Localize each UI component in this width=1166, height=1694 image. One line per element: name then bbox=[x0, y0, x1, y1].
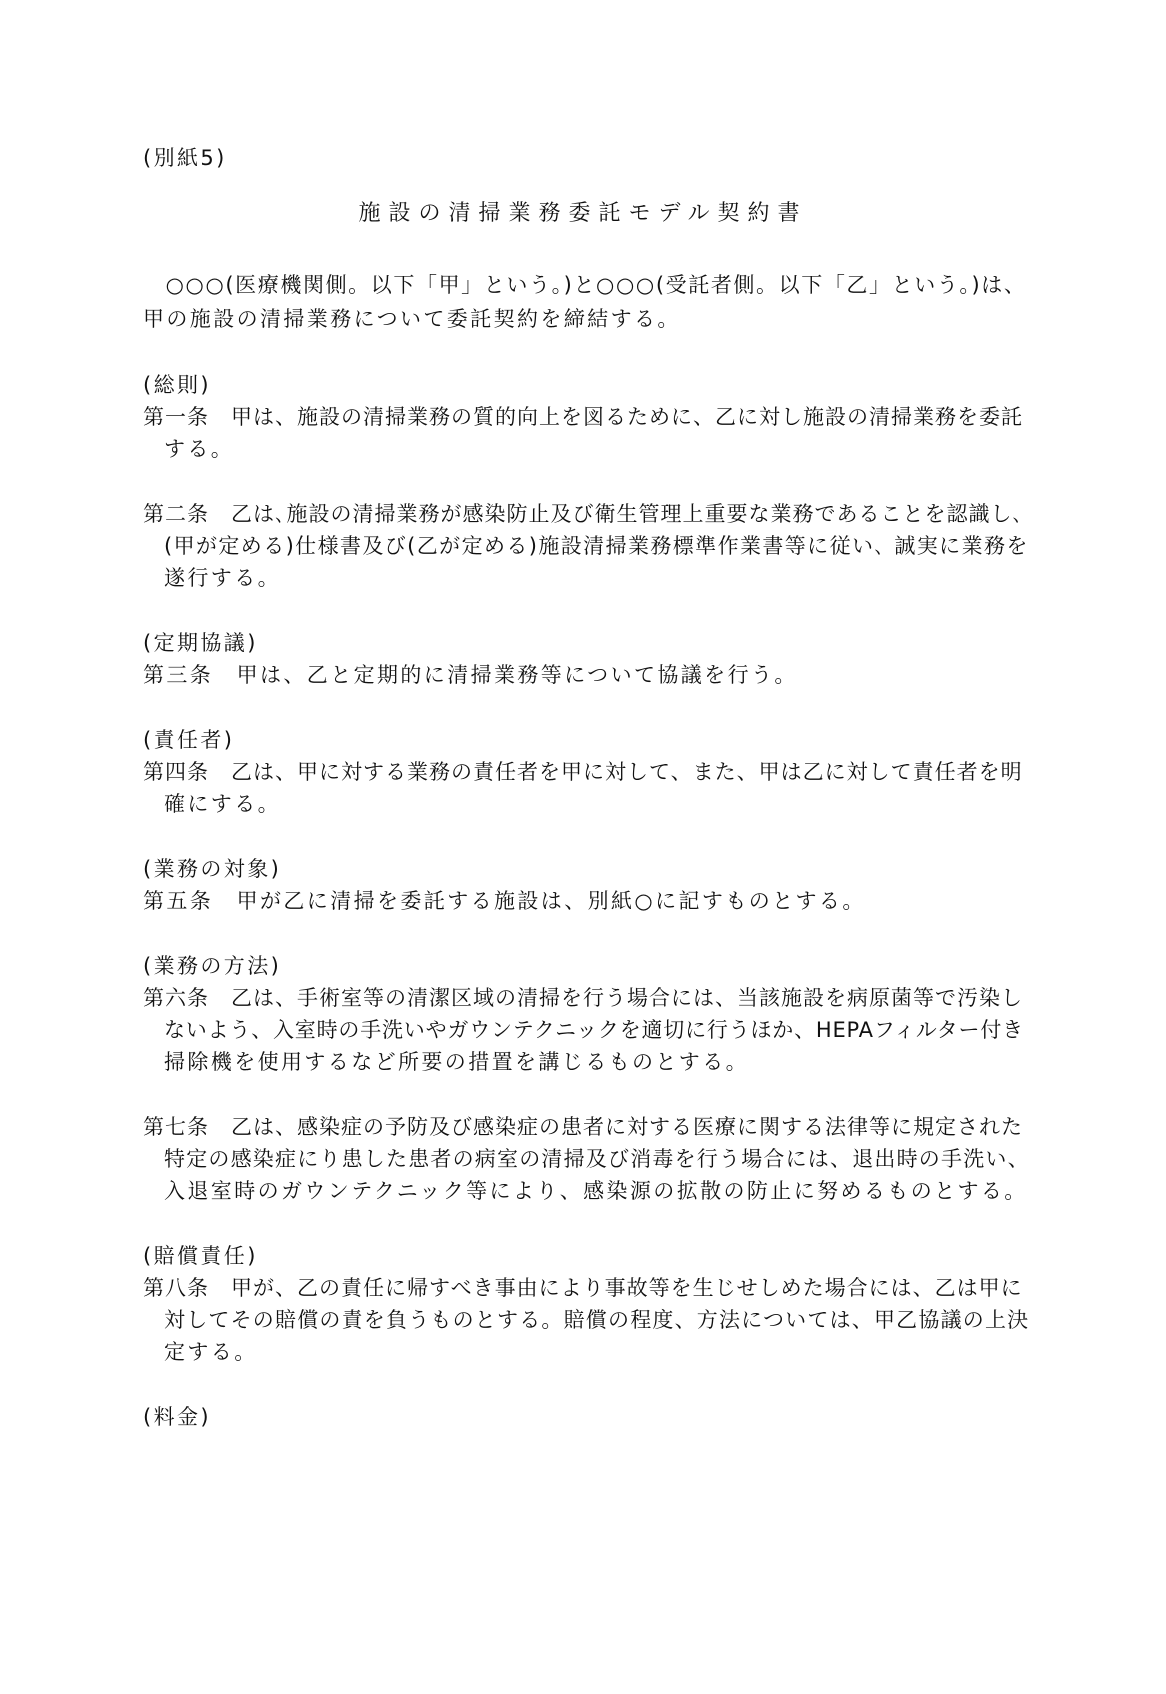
article-2-line-1: 第二条 乙は､施設の清掃業務が感染防止及び衛生管理上重要な業務であることを認識し､ bbox=[143, 502, 1024, 526]
article-5-line-1: 第五条 甲が乙に清掃を委託する施設は、別紙○に記すものとする。 bbox=[143, 889, 866, 913]
section-heading-method: (業務の方法) bbox=[143, 954, 282, 978]
article-1-line-2: する。 bbox=[164, 437, 235, 461]
section-heading-general: (総則) bbox=[143, 373, 211, 397]
article-1-line-1: 第一条 甲は、施設の清掃業務の質的向上を図るために、乙に対し施設の清掃業務を委託 bbox=[143, 405, 1023, 429]
article-4-line-1: 第四条 乙は、甲に対する業務の責任者を甲に対して、また、甲は乙に対して責任者を明 bbox=[143, 760, 1023, 784]
attachment-label: (別紙5) bbox=[143, 146, 227, 170]
section-heading-liability: (賠償責任) bbox=[143, 1244, 258, 1268]
preamble-line-1: ○○○(医療機関側。以下「甲」という。)と○○○(受託者側。以下「乙」という。)は、 bbox=[143, 273, 1027, 297]
document-title: 施設の清掃業務委託モデル契約書 bbox=[358, 201, 808, 226]
section-heading-regular-consultation: (定期協議) bbox=[143, 631, 258, 655]
article-8-line-2: 対してその賠償の責を負うものとする。賠償の程度、方法については、甲乙協議の上決 bbox=[164, 1308, 1030, 1332]
article-7-line-3: 入退室時のガウンテクニック等により、感染源の拡散の防止に努めるものとする。 bbox=[164, 1179, 1028, 1203]
article-3-line-1: 第三条 甲は、乙と定期的に清掃業務等について協議を行う。 bbox=[143, 663, 798, 687]
article-8-line-3: 定する。 bbox=[164, 1340, 258, 1364]
article-2-line-3: 遂行する。 bbox=[164, 566, 281, 590]
preamble-line-2: 甲の施設の清掃業務について委託契約を締結する。 bbox=[143, 307, 681, 331]
article-6-line-3: 掃除機を使用するなど所要の措置を講じるものとする。 bbox=[164, 1050, 749, 1074]
article-7-line-1: 第七条 乙は、感染症の予防及び感染症の患者に対する医療に関する法律等に規定された bbox=[143, 1115, 1023, 1139]
section-heading-responsible-person: (責任者) bbox=[143, 728, 235, 752]
article-2-line-2: (甲が定める)仕様書及び(乙が定める)施設清掃業務標準作業書等に従い､ 誠実に業務を bbox=[164, 534, 1029, 558]
article-6-line-2: ないよう、入室時の手洗いやガウンテクニックを適切に行うほか、HEPAフィルター付き bbox=[164, 1018, 1024, 1042]
article-6-line-1: 第六条 乙は、手術室等の清潔区域の清掃を行う場合には、当該施設を病原菌等で汚染し bbox=[143, 986, 1023, 1010]
article-4-line-2: 確にする。 bbox=[164, 792, 281, 816]
section-heading-fees: (料金) bbox=[143, 1405, 211, 1429]
article-7-line-2: 特定の感染症にり患した患者の病室の清掃及び消毒を行う場合には、退出時の手洗い、 bbox=[164, 1147, 1030, 1171]
section-heading-scope: (業務の対象) bbox=[143, 857, 282, 881]
article-8-line-1: 第八条 甲が、乙の責任に帰すべき事由により事故等を生じせしめた場合には、乙は甲に bbox=[143, 1276, 1023, 1300]
